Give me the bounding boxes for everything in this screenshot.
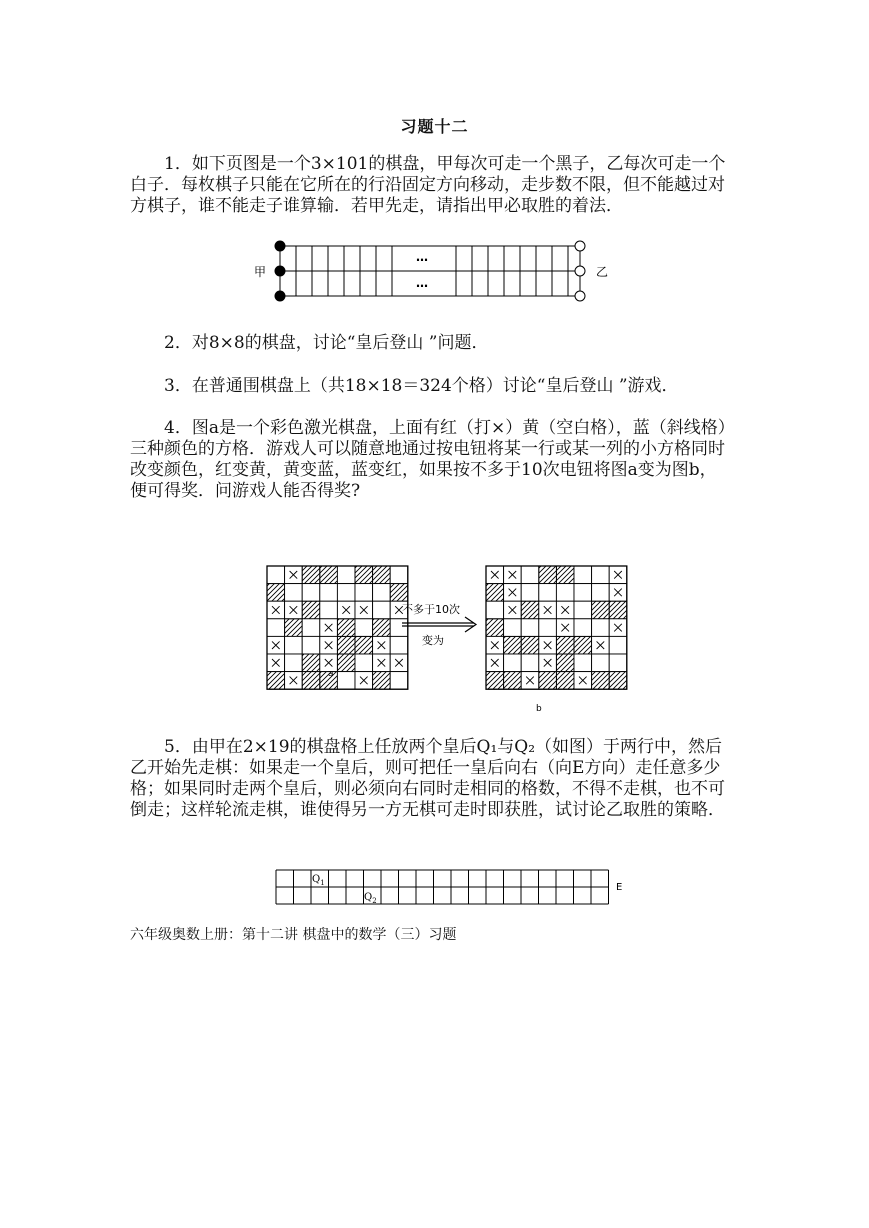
arrow-bottom-label: 变为 xyxy=(422,634,444,647)
yellow-cell xyxy=(355,654,373,672)
white-stone xyxy=(575,291,585,301)
yellow-cell xyxy=(521,654,539,672)
blue-cell xyxy=(302,654,320,672)
yellow-cell xyxy=(592,566,610,584)
problem-2-text: 2．对8×8的棋盘，讨论“皇后登山 ”问题． xyxy=(164,333,489,353)
blue-cell xyxy=(504,672,522,690)
yellow-cell xyxy=(556,584,574,602)
yellow-cell xyxy=(285,636,303,654)
yellow-cell xyxy=(592,654,610,672)
yellow-cell xyxy=(373,584,391,602)
blue-cell xyxy=(556,566,574,584)
yellow-cell xyxy=(574,619,592,637)
figure-1-ellipsis-row-2: … xyxy=(416,276,428,290)
yellow-cell xyxy=(285,584,303,602)
yellow-cell xyxy=(574,584,592,602)
yellow-cell xyxy=(539,584,557,602)
blue-cell xyxy=(373,672,391,690)
queen-2-label: $Q_2$ xyxy=(364,892,377,905)
yellow-cell xyxy=(390,672,408,690)
yellow-cell xyxy=(609,654,627,672)
yellow-cell xyxy=(521,584,539,602)
yellow-cell xyxy=(267,619,285,637)
yellow-cell xyxy=(302,584,320,602)
blue-cell xyxy=(320,566,338,584)
blue-cell xyxy=(373,619,391,637)
yellow-cell xyxy=(267,566,285,584)
blue-cell xyxy=(521,601,539,619)
blue-cell xyxy=(355,636,373,654)
yellow-cell xyxy=(592,619,610,637)
yellow-cell xyxy=(320,584,338,602)
yellow-cell xyxy=(373,601,391,619)
blue-cell xyxy=(285,619,303,637)
yellow-cell xyxy=(486,601,504,619)
yellow-cell xyxy=(574,601,592,619)
blue-cell xyxy=(556,636,574,654)
board-b-label: b xyxy=(536,704,542,714)
figure-1-ellipsis-row-1: … xyxy=(416,250,428,264)
yellow-cell xyxy=(539,619,557,637)
black-stone xyxy=(275,241,285,251)
blue-cell xyxy=(337,636,355,654)
arrow-top-label: 不多于10次 xyxy=(402,603,460,616)
problem-1-text: 1．如下页图是一个3×101的棋盘，甲每次可走一个黑子，乙每次可走一个白子．每枚棋子只能在它所在的行沿固定方向移动，走步数不限，但不能越过对方棋子，谁不能走子谁算输．若甲先走，请指出甲必取胜的着法． xyxy=(130,154,726,216)
white-stone xyxy=(575,266,585,276)
end-label: E xyxy=(616,882,623,893)
board-a-label: a xyxy=(328,669,334,679)
blue-cell xyxy=(267,672,285,690)
figure-1-right-label: 乙 xyxy=(596,265,609,279)
blue-cell xyxy=(539,566,557,584)
yellow-cell xyxy=(355,619,373,637)
problem-3-text: 3．在普通围棋盘上（共18×18＝324个格）讨论“皇后登山 ”游戏． xyxy=(164,376,679,396)
blue-cell xyxy=(355,566,373,584)
yellow-cell xyxy=(302,636,320,654)
yellow-cell xyxy=(285,654,303,672)
yellow-cell xyxy=(592,584,610,602)
problem-5-text: 5．由甲在2×19的棋盘格上任放两个皇后Q₁与Q₂（如图）于两行中，然后乙开始先走棋：如果走一个皇后，则可把任一皇后向右（向E方向）走任意多少格；如果同时走两个皇后，则必须向右同时走相同的格数，不得不走棋，也不可倒走；这样轮流走棋，谁使得另一方无棋可走时即获胜，试讨论乙取胜的策略． xyxy=(130,737,725,820)
black-stone xyxy=(275,291,285,301)
yellow-cell xyxy=(609,636,627,654)
figure-4 xyxy=(262,562,622,717)
blue-cell xyxy=(267,584,285,602)
yellow-cell xyxy=(521,619,539,637)
footer-text: 六年级奥数上册：第十二讲 棋盘中的数学（三）习题 xyxy=(130,927,457,943)
yellow-cell xyxy=(320,601,338,619)
yellow-cell xyxy=(504,654,522,672)
blue-cell xyxy=(539,672,557,690)
figure-5-board xyxy=(274,868,634,908)
yellow-cell xyxy=(390,566,408,584)
black-stone xyxy=(275,266,285,276)
blue-cell xyxy=(504,636,522,654)
blue-cell xyxy=(337,654,355,672)
board-a xyxy=(267,566,408,689)
right-arrow-icon xyxy=(402,617,476,632)
blue-cell xyxy=(521,636,539,654)
blue-cell xyxy=(486,619,504,637)
figure-1-board xyxy=(250,236,610,306)
blue-cell xyxy=(556,672,574,690)
blue-cell xyxy=(609,672,627,690)
yellow-cell xyxy=(390,619,408,637)
blue-cell xyxy=(574,636,592,654)
yellow-cell xyxy=(574,654,592,672)
yellow-cell xyxy=(390,636,408,654)
blue-cell xyxy=(373,566,391,584)
blue-cell xyxy=(486,584,504,602)
problem-4-text: 4．图a是一个彩色激光棋盘，上面有红（打×）黄（空白格），蓝（斜线格）三种颜色的方格．游戏人可以随意地通过按电钮将某一行或某一列的小方格同时改变颜色，红变黄，黄变蓝，蓝变红，如果按不多于10次电钮将图a变为图b，便可得奖．问游戏人能否得奖? xyxy=(130,418,727,501)
blue-cell xyxy=(609,601,627,619)
page-title: 习题十二 xyxy=(400,117,469,136)
blue-cell xyxy=(337,619,355,637)
yellow-cell xyxy=(574,566,592,584)
yellow-cell xyxy=(337,672,355,690)
blue-cell xyxy=(486,672,504,690)
blue-cell xyxy=(592,601,610,619)
blue-cell xyxy=(302,566,320,584)
blue-cell xyxy=(302,672,320,690)
figure-1-left-label: 甲 xyxy=(254,265,267,279)
blue-cell xyxy=(302,601,320,619)
board-b xyxy=(486,566,627,689)
white-stone xyxy=(575,241,585,251)
yellow-cell xyxy=(521,566,539,584)
yellow-cell xyxy=(302,619,320,637)
blue-cell xyxy=(556,654,574,672)
queen-1-label: $Q_1$ xyxy=(312,874,325,887)
yellow-cell xyxy=(355,584,373,602)
yellow-cell xyxy=(337,584,355,602)
blue-cell xyxy=(592,672,610,690)
yellow-cell xyxy=(337,566,355,584)
blue-cell xyxy=(390,584,408,602)
yellow-cell xyxy=(504,619,522,637)
